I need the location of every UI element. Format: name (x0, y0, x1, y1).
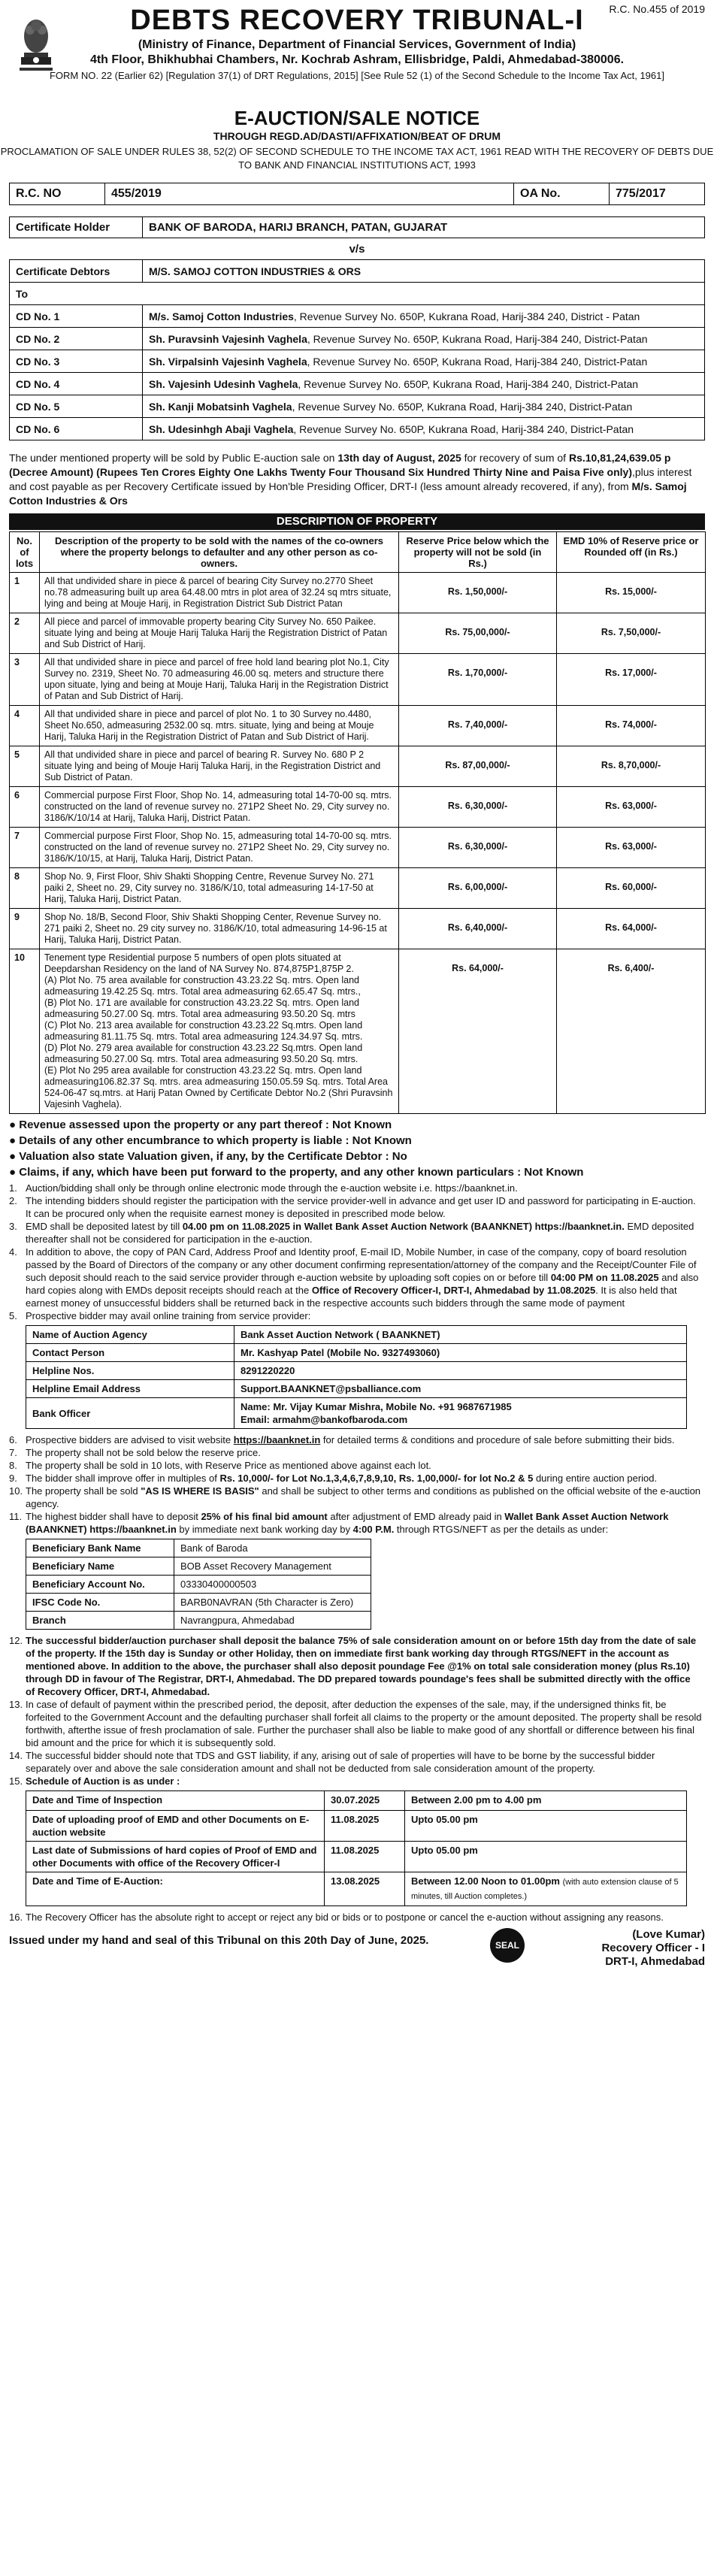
property-table-header (10, 532, 706, 573)
tribunal-title: DEBTS RECOVERY TRIBUNAL-I (130, 5, 584, 36)
cd-address: , Revenue Survey No. 650P, Kukrana Road, Harij-384 240, District-Patan (298, 377, 639, 390)
proclamation-line: PROCLAMATION OF SALE UNDER RULES 38, 52(2) OF SECOND SCHEDULE TO THE INCOME TAX ACT, 1961 READ WITH THE RECOVERY OF DEBTS DUE TO BANK AND FINANCIAL INSTITUTIONS ACT, 1993 (0, 146, 714, 171)
cd-row (10, 395, 705, 418)
cd-label: CD No. 5 (10, 395, 143, 418)
emd-amount: Rs. 64,000/- (557, 909, 706, 949)
fact-item: ● Valuation also state Valuation given, if any, by the Certificate Debtor : No (9, 1150, 407, 1163)
rc-label: R.C. NO (10, 183, 105, 205)
emd-amount: Rs. 60,000/- (557, 868, 706, 909)
term-item: 14. The successful bidder should note that TDS and GST liability, if any, arising out of sale of properties will have to be borne by the successful bidder separately over and above the sale consideration amount and shall not be deducted from sale consideration amount of the property. (9, 1750, 655, 1774)
col-description: Description of the property to be sold with the names of the co-owners where the property belongs to defaulter and any other person as co-owners. (40, 532, 399, 573)
case-number-table (9, 183, 705, 205)
reserve-price: Rs. 75,00,000/- (399, 613, 557, 654)
fact-item: ● Claims, if any, which have been put forward to the property, and any other known particulars : Not Known (9, 1166, 584, 1179)
fact-item: ● Revenue assessed upon the property or any part thereof : Not Known (9, 1118, 392, 1131)
holder-value: BANK OF BARODA, HARIJ BRANCH, PATAN, GUJARAT (143, 217, 705, 238)
certificate-debtors-table (9, 259, 705, 440)
versus-label: v/s (349, 243, 365, 256)
lot-number: 2 (10, 613, 40, 654)
debtor-label: Certificate Debtors (10, 260, 143, 283)
signature-block (601, 1928, 705, 1969)
cd-name: Sh. Vajesinh Udesinh Vaghela (149, 377, 298, 390)
address-line: 4th Floor, Bhikhubhai Chambers, Nr. Kochrab Ashram, Ellisbridge, Paldi, Ahmedabad-380006. (89, 53, 625, 66)
bank-officer-email[interactable]: Email: armahm@bankofbaroda.com (241, 1414, 408, 1425)
cd-entry (143, 373, 705, 395)
lot-description: All that undivided share in piece and parcel of free hold land bearing plot No.1, City Survey no. 2319, Sheet No. 70 admeasuring 46.00 sq. meters and structure there upon situate, lying and being at Mouje Harij, Taluka Harij in the Registration District of Patan and Sub District of Harij. (40, 654, 399, 706)
term-item: 1. Auction/bidding shall only be through online electronic mode through the e-auction website i.e. https://baanknet.in. (9, 1182, 518, 1194)
lot-number: 4 (10, 706, 40, 746)
cd-address: , Revenue Survey No. 650P, Kukrana Road, Harij-384 240, District-Patan (307, 332, 648, 345)
cd-row (10, 373, 705, 395)
cd-name: Sh. Kanji Mobatsinh Vaghela (149, 400, 292, 413)
term-item: 5. Prospective bidder may avail online training from service provider: (9, 1310, 311, 1321)
emd-amount: Rs. 17,000/- (557, 654, 706, 706)
cd-address: , Revenue Survey No. 650P, Kukrana Road, Harij-384 240, District - Patan (293, 310, 640, 322)
auction-agency-table: Name of Auction Agency Bank Asset Auction Network ( BAANKNET) Contact Person Mr. Kashyap Patel (Mobile No. 9327493060) Helpline Nos. 8291220220 Helpline Email Address Support.BAANKNET@psballiance.com Bank Officer Name: Mr. Vijay Kumar Mishra, Mobile No. +91 9687671985 Email: armahm@bankofbaroda.com (26, 1325, 687, 1429)
cd-row (10, 418, 705, 440)
term-item: 2. The intending bidders should register the participation with the service provider-well in advance and get user ID and password for participating in E-auction. It can be procured only when the requisite earnest money is deposited in prescribed mode below. (9, 1195, 696, 1219)
cd-entry (143, 328, 705, 350)
issued-line: Issued under my hand and seal of this Tribunal on this 20th Day of June, 2025. (9, 1934, 429, 1947)
certificate-holder-table (9, 216, 705, 238)
lot-number: 5 (10, 746, 40, 787)
cd-name: Sh. Virpalsinh Vajesinh Vaghela (149, 355, 307, 368)
oa-label: OA No. (514, 183, 610, 205)
property-row (10, 613, 706, 654)
cd-address: , Revenue Survey No. 650P, Kukrana Road, Harij-384 240, District-Patan (293, 422, 634, 435)
terms-list (9, 1182, 702, 1924)
property-row (10, 909, 706, 949)
reserve-price: Rs. 1,70,000/- (399, 654, 557, 706)
debtor-value: M/S. SAMOJ COTTON INDUSTRIES & ORS (143, 260, 705, 283)
ministry-line: (Ministry of Finance, Department of Financial Services, Government of India) (138, 38, 576, 51)
sale-date: 13th day of August, 2025 (337, 452, 461, 464)
cd-name: Sh. Udesinhgh Abaji Vaghela (149, 422, 294, 435)
reserve-price: Rs. 6,30,000/- (399, 787, 557, 828)
cd-label: CD No. 4 (10, 373, 143, 395)
term-item: 8. The property shall be sold in 10 lots, with Reserve Price as mentioned above against each lot. (9, 1460, 431, 1471)
reserve-price: Rs. 64,000/- (399, 949, 557, 1114)
cd-address: , Revenue Survey No. 650P, Kukrana Road, Harij-384 240, District-Patan (292, 400, 633, 413)
emd-amount: Rs. 6,400/- (557, 949, 706, 1114)
property-row (10, 787, 706, 828)
cd-label: CD No. 3 (10, 350, 143, 373)
col-lot-no: No. of lots (10, 532, 40, 573)
lot-description: All that undivided share in piece & parcel of bearing City Survey no.2770 Sheet no.78 admeasuring built up area 64.48.00 mtrs in plot area of 32.24 sq mtrs situate, lying and being at Mouje Harij, in Registration District Sub District Patan (40, 573, 399, 613)
cd-row (10, 328, 705, 350)
reserve-price: Rs. 6,00,000/- (399, 868, 557, 909)
lot-description: All piece and parcel of immovable property bearing City Survey No. 650 Paikee. situate lying and being at Mouje Harij Taluka Harij the Registration District of Patan and Sub District of Harij. (40, 613, 399, 654)
cd-row (10, 350, 705, 373)
rc-value: 455/2019 (105, 183, 514, 205)
lot-number: 10 (10, 949, 40, 1114)
cd-entry (143, 395, 705, 418)
term-item: 12. The successful bidder/auction purchaser shall deposit the balance 75% of sale consideration amount on or before 15th day from the date of sale of the property. If the 15th day is Sunday or other Holiday, then on immediate first bank working day through RTGS/NEFT in the account as mentioned above. In addition to the above, the purchaser shall also deposit poundage Fee @1% on total sale consideration money (plus Rs.10) through DD in favour of The Registrar, DRT-I, Ahmedabad. The DD prepared towards poundage's fees shall be submitted directly with the office of Recovery Officer, DRT-I, Ahmedabad. (9, 1635, 697, 1697)
reserve-price: Rs. 6,30,000/- (399, 828, 557, 868)
helpline-email[interactable]: Support.BAANKNET@psballiance.com (234, 1380, 687, 1398)
term-item: 4. In addition to above, the copy of PAN Card, Address Proof and Identity proof, E-mail ID, Mobile Number, in case of the company, copy of board resolution passed by the Board of Directors of the company or any other document confirming representation/attorney of the company and the Receipt/Counter File of such deposit should reach to the said service provider through e-auction website by uploading soft copies on or before till 04:00 PM on 11.08.2025 and also hard copies along with EMDs deposit receipts should reach at the Office of Recovery Officer-I, DRT-I, Ahmedabad by 11.08.2025. It is also held that earnest money of unsuccessful bidders shall be returned back in the respective accounts such bidders through the same mode of payment (9, 1246, 699, 1309)
property-row (10, 828, 706, 868)
lot-description: All that undivided share in piece and parcel of bearing R. Survey No. 680 P 2 situate lying and being of Mouje Harij Taluka Harij, in the Registration District and Sub District of Patan. (40, 746, 399, 787)
term-item: 11. The highest bidder shall have to deposit 25% of his final bid amount after adjustment of EMD already paid in Wallet Bank Asset Auction Network (BAANKNET) https://baanknet.in by immediate next bank working day by 4:00 P.M. through RTGS/NEFT as per the details as under: (9, 1511, 669, 1535)
auction-schedule-table: Date and Time of Inspection 30.07.2025 Between 2.00 pm to 4.00 pm Date of uploading proof of EMD and other Documents on E-auction website 11.08.2025 Upto 05.00 pm Last date of Submissions of hard copies of Proof of EMD and other Documents with office of the Recovery Officer-I 11.08.2025 Upto 05.00 pm Date and Time of E-Auction: 13.08.2025 Between 12.00 Noon to 01.00pm (with auto extension clause of 5 minutes, till Auction completes.) (26, 1790, 687, 1906)
form-line: FORM NO. 22 (Earlier 62) [Regulation 37(1) of DRT Regulations, 2015] [See Rule 52 (1) of the Second Schedule to the Income Tax Act, 1961] (49, 70, 664, 81)
term-item: 15. Schedule of Auction is as under : (9, 1775, 180, 1787)
cd-entry (143, 350, 705, 373)
property-row (10, 654, 706, 706)
term-item: 3. EMD shall be deposited latest by till 04.00 pm on 11.08.2025 in Wallet Bank Asset Auction Network (BAANKNET) https://baanknet.in. EMD deposited thereafter shall not be considered for participation in the e-auction. (9, 1221, 694, 1245)
through-line: THROUGH REGD.AD/DASTI/AFFIXATION/BEAT OF DRUM (213, 130, 501, 142)
property-row (10, 949, 706, 1114)
seal-icon: SEAL (490, 1928, 525, 1963)
emd-amount: Rs. 7,50,000/- (557, 613, 706, 654)
reserve-price: Rs. 7,40,000/- (399, 706, 557, 746)
term-item: 10. The property shall be sold "AS IS WHERE IS BASIS" and shall be subject to other terms and conditions as published on the official website of the e-auction agency. (9, 1485, 701, 1509)
signatory-title: Recovery Officer - I (601, 1942, 705, 1954)
cd-label: CD No. 2 (10, 328, 143, 350)
to-label: To (10, 283, 705, 305)
description-heading: DESCRIPTION OF PROPERTY (9, 513, 705, 530)
lot-number: 3 (10, 654, 40, 706)
reserve-price: Rs. 1,50,000/- (399, 573, 557, 613)
term-item: 13. In case of default of payment within the prescribed period, the deposit, after deduction the expenses of the sale, may, if the undersigned thinks fit, be forfeited to the Government Account and the defaulting purchaser shall forfeit all claims to the property or the amount deposited. The property shall be resold forthwith, afterthe issue of fresh proclamation of sale. Further the purchaser shall also be liable to make good of any shortfall or difference between his final bid amount and the price for which it is subsequently sold. (9, 1699, 702, 1748)
cd-label: CD No. 6 (10, 418, 143, 440)
bank-details-table: Beneficiary Bank Name Bank of Baroda Beneficiary Name BOB Asset Recovery Management Beneficiary Account No. 03330400000503 IFSC Code No. BARB0NAVRAN (5th Character is Zero) Branch Navrangpura, Ahmedabad (26, 1539, 371, 1630)
decree-amount: Rs.10,81,24,639.05 p (Decree Amount) (Rupees Ten Crores Eighty One Lakhs Twenty Four Thousand Six Hundred Thirty Nine and Paisa Five only) (9, 452, 671, 478)
notice-title-block (0, 107, 714, 172)
lot-number: 9 (10, 909, 40, 949)
lot-description: Commercial purpose First Floor, Shop No. 15, admeasuring total 14-70-00 sq. mtrs. constructed on the land of revenue survey no. 271P2 Sheet No. 29, City survey no. 3186/K/10/15, at Harij, Taluka Harij, District Patan. (40, 828, 399, 868)
signatory-name: (Love Kumar) (632, 1928, 705, 1941)
footer (9, 1928, 705, 1966)
emd-amount: Rs. 63,000/- (557, 787, 706, 828)
property-row (10, 573, 706, 613)
notice-title: E-AUCTION/SALE NOTICE (234, 107, 480, 129)
emd-amount: Rs. 8,70,000/- (557, 746, 706, 787)
property-facts-list (9, 1117, 700, 1180)
rc-reference: R.C. No.455 of 2019 (609, 3, 705, 15)
signatory-org: DRT-I, Ahmedabad (605, 1955, 705, 1968)
reserve-price: Rs. 6,40,000/- (399, 909, 557, 949)
fact-item: ● Details of any other encumbrance to which property is liable : Not Known (9, 1134, 412, 1147)
oa-value: 775/2017 (610, 183, 705, 205)
lot-number: 6 (10, 787, 40, 828)
property-table (9, 531, 706, 1114)
lot-description: Tenement type Residential purpose 5 numbers of open plots situated at Deepdarshan Residency on the land of NA Survey No. 874,875P1,875P 2. (A) Plot No. 75 area available for construction 43.23.22 Sq. mtrs. Open land admeasuring 19.42.25 Sq. mtrs. Total area admeasuring 62.65.47 Sq. mtrs., (B) Plot No. 171 are available for construction 43.23.22 Sq. mtrs. Open land admeasuring 50.27.00 Sq. mtrs. Total area admeasuring 93.50.20 Sq. mtrs (C) Plot No. 213 area available for construction 43.23.22 Sq.mtrs. Open land admeasuring 81.11.75 Sq. mtrs. Total area admeasuring 124.34.97 Sq. mtrs. (D) Plot No. 279 area available for construction 43.23.22 Sq.mtrs. Open land admeasuring 50.27.00 Sq. mtrs. Total area admeasuring 93.50.20 Sq. mtrs. (E) Plot No 295 area available for construction 43.23.22 Sq. mtrs. Open land admeasuring106.82.37 Sq. mtrs. area admeasuring 150.05.59 Sq. mtrs. Total Area 524-06-47 sq.mtrs. at Harij Patan Owned by Certificate Debtor No.2 (Shri Puravsinh Vajesinh Vaghela). (40, 949, 399, 1114)
lot-number: 8 (10, 868, 40, 909)
baanknet-link[interactable]: https://baanknet.in (233, 1434, 321, 1445)
emd-amount: Rs. 15,000/- (557, 573, 706, 613)
term-item: 7. The property shall not be sold below the reserve price. (9, 1447, 261, 1458)
property-row (10, 706, 706, 746)
cd-row (10, 305, 705, 328)
term-item: 6. Prospective bidders are advised to visit website https://baanknet.in for detailed terms & conditions and procedure of sale before submitting their bids. (9, 1434, 675, 1445)
term-item: 16. The Recovery Officer has the absolute right to accept or reject any bid or bids or to postpone or cancel the e-auction without assigning any reasons. (9, 1912, 664, 1923)
cd-entry (143, 418, 705, 440)
lot-description: Shop No. 9, First Floor, Shiv Shakti Shopping Centre, Revenue Survey No. 271 paiki 2, Sheet no. 29, City survey no. 3186/K/10, total admeasuring 14-17-50 at Harij, Taluka Harij, District Patan. (40, 868, 399, 909)
cd-address: , Revenue Survey No. 650P, Kukrana Road, Harij-384 240, District-Patan (307, 355, 648, 368)
reserve-price: Rs. 87,00,000/- (399, 746, 557, 787)
lot-description: Commercial purpose First Floor, Shop No. 14, admeasuring total 14-70-00 sq. mtrs. constructed on the land of revenue survey no. 271P2 Sheet No. 29, City survey no. 3186/K/10/14 at Harij, Taluka Harij, District Patan. (40, 787, 399, 828)
emd-amount: Rs. 63,000/- (557, 828, 706, 868)
cd-name: M/s. Samoj Cotton Industries (149, 310, 294, 322)
lot-description: Shop No. 18/B, Second Floor, Shiv Shakti Shopping Center, Revenue Survey no. 271 paiki 2, Sheet no. 29 city survey no. 3186/K/10, total admeasuring 14-96-15 at Harij, Taluka Harij, District Patan. (40, 909, 399, 949)
term-item: 9. The bidder shall improve offer in multiples of Rs. 10,000/- for Lot No.1,3,4,6,7,8,9,10, Rs. 1,00,000/- for lot No.2 & 5 during entire auction period. (9, 1473, 658, 1484)
property-row (10, 746, 706, 787)
debtor-name: M/s. Samoj Cotton Industries & Ors (9, 480, 687, 507)
header-block (0, 5, 714, 81)
col-reserve-price: Reserve Price below which the property will not be sold (in Rs.) (399, 532, 557, 573)
lot-number: 7 (10, 828, 40, 868)
lot-number: 1 (10, 573, 40, 613)
col-emd: EMD 10% of Reserve price or Rounded off (in Rs.) (557, 532, 706, 573)
cd-label: CD No. 1 (10, 305, 143, 328)
cd-name: Sh. Puravsinh Vajesinh Vaghela (149, 332, 307, 345)
property-row (10, 868, 706, 909)
cd-entry (143, 305, 705, 328)
lot-description: All that undivided share in piece and parcel of plot No. 1 to 30 Survey no.4480, Sheet No.650, admeasuring 2532.00 sq. mtrs. situate, lying and being at Mouje Harij, Taluka Harij in the Registration District of Patan and Sub District of Harij. (40, 706, 399, 746)
emd-amount: Rs. 74,000/- (557, 706, 706, 746)
holder-label: Certificate Holder (10, 217, 143, 238)
sale-intro: The under mentioned property will be sold by Public E-auction sale on 13th day of August, 2025 for recovery of sum of Rs.10,81,24,639.05 p (Decree Amount) (Rupees Ten Crores Eighty One Lakhs Twenty Four Thousand Six Hundred Thirty Nine and Paisa Five only),plus interest and cost payable as per Recovery Certificate issued by Hon'ble Presiding Officer, DRT-I (less amount already recovered, if any), from M/s. Samoj Cotton Industries & Ors (9, 452, 692, 507)
